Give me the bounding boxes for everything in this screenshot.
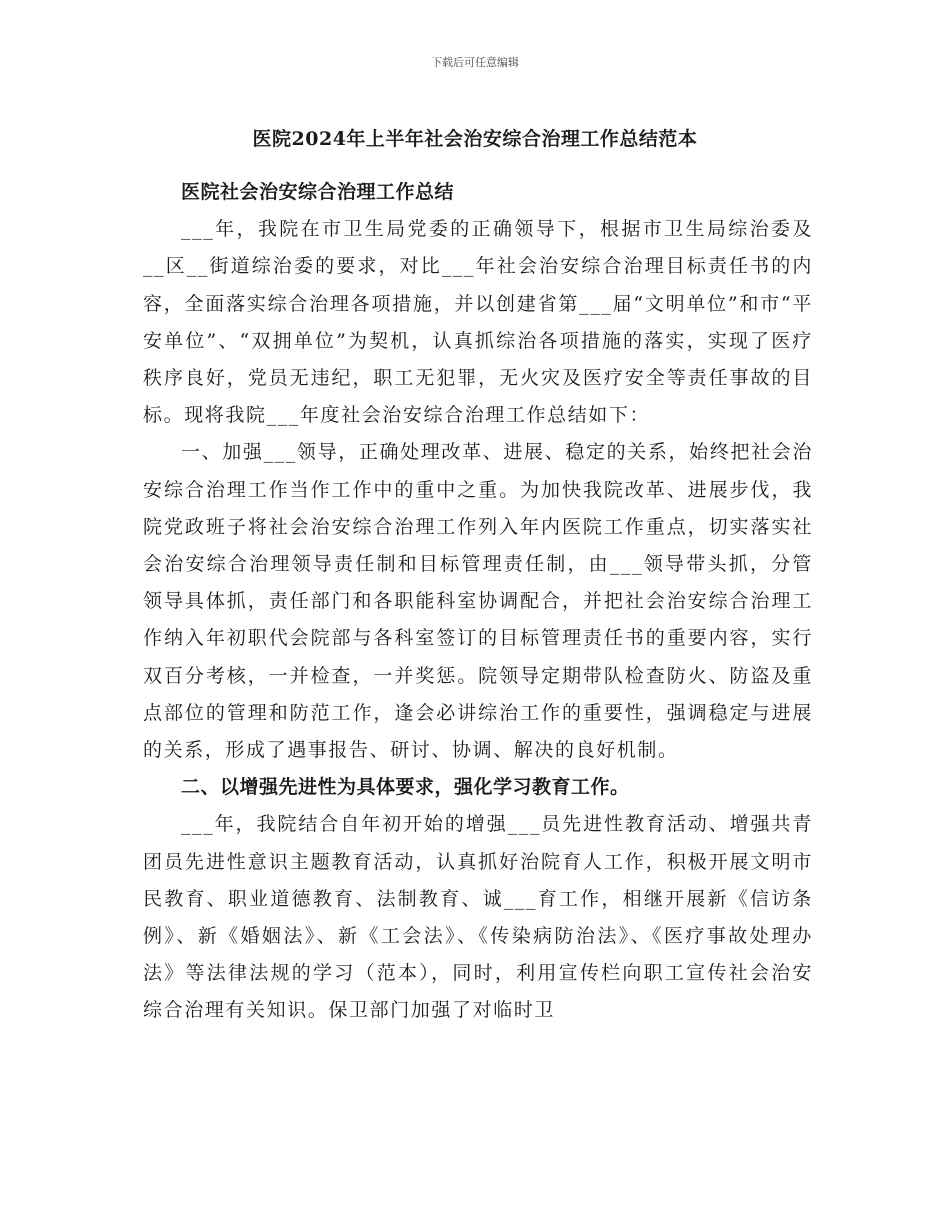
document-title: 医院2024年上半年社会治安综合治理工作总结范本 [252,128,698,150]
section-heading: 医院社会治安综合治理工作总结 [181,181,455,203]
paragraph-section-two: ___年，我院结合自年初开始的增强___员先进性教育活动、增强共青团员先进性意识主题教育活动，认真抓好治院育人工作，积极开展文明市民教育、职业道德教育、法制教育、诚___育工作，相继开展新《信访条例》、新《婚姻法》、新《工会法》、《传染病防治法》、《医疗事故处理办法》等法律法规的学习（范本），同时，利用宣传栏向职工宣传社会治安综合治理有关知识。保卫部门加强了对临时卫 [143,813,813,1022]
document-body [143,174,813,1030]
section-two-heading: 二、以增强先进性为具体要求，强化学习教育工作。 [181,776,630,799]
paragraph-intro: ___年，我院在市卫生局党委的正确领导下，根据市卫生局综治委及__区__街道综治委的要求，对比___年社会治安综合治理目标责任书的内容，全面落实综合治理各项措施，并以创建省第___届“文明单位”和市“平安单位”、“双拥单位”为契机，认真抓综治各项措施的落实，实现了医疗秩序良好，党员无违纪，职工无犯罪，无火灾及医疗安全等责任事故的目标。现将我院___年度社会治安综合治理工作总结如下： [143,218,813,427]
header-note: 下载后可任意编辑 [431,56,519,69]
paragraph-section-one: 一、加强___领导，正确处理改革、进展、稳定的关系，始终把社会治安综合治理工作当作工作中的重中之重。为加快我院改革、进展步伐，我院党政班子将社会治安综合治理工作列入年内医院工作重点，切实落实社会治安综合治理领导责任制和目标管理责任制，由___领导带头抓，分管领导具体抓，责任部门和各职能科室协调配合，并把社会治安综合治理工作纳入年初职代会院部与各科室签订的目标管理责任书的重要内容，实行双百分考核，一并检查，一并奖惩。院领导定期带队检查防火、防盗及重点部位的管理和防范工作，逢会必讲综治工作的重要性，强调稳定与进展的关系，形成了遇事报告、研讨、协调、解决的良好机制。 [143,441,813,762]
